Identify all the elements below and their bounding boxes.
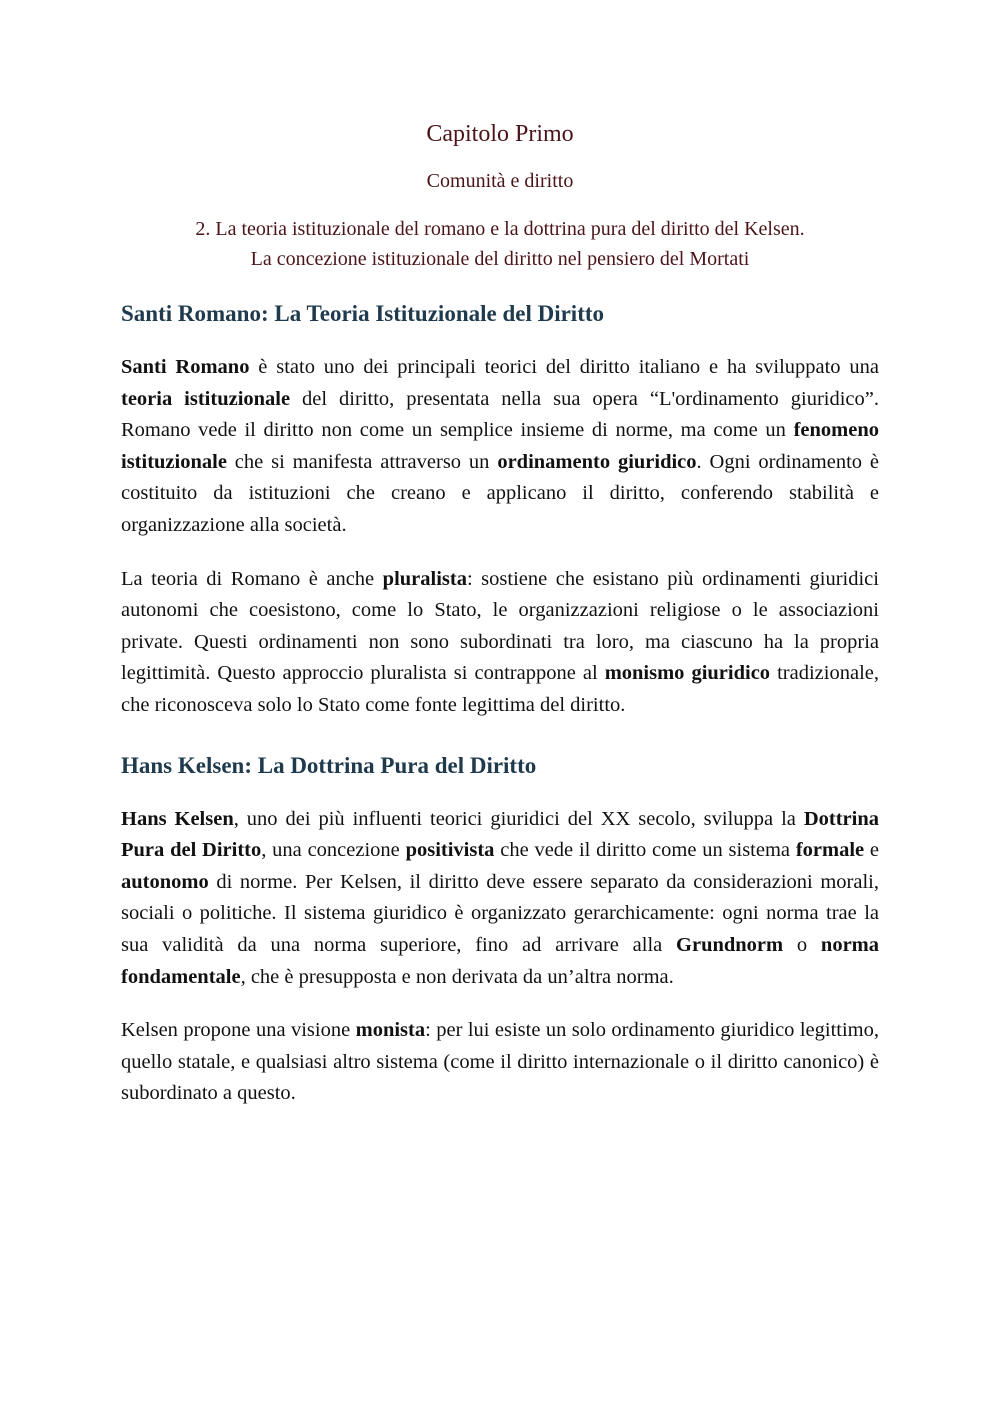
- bold-term: Hans Kelsen: [121, 807, 234, 830]
- text-run: : per lui esiste un solo ordinamento giuridico legittimo, quello statale, e qualsiasi altro sistema (come il diritto internazionale o il diritto canonico) è subordinato a questo.: [121, 1019, 879, 1105]
- heading-santi-romano: Santi Romano: La Teoria Istituzionale del Diritto: [121, 301, 605, 326]
- text-run: che vede il diritto come un sistema: [494, 839, 796, 862]
- bold-term: norma fondamentale: [121, 933, 879, 988]
- text-run: o: [783, 933, 821, 956]
- text-run: di norme. Per Kelsen, il diritto deve essere separato da considerazioni morali, sociali o politiche. Il sistema giuridico è organizzato gerarchicamente: ogni norma trae la sua validità da una norma superiore, fino ad arrivare alla: [121, 870, 879, 956]
- bold-term: teoria istituzionale: [121, 387, 291, 410]
- bold-term: positivista: [405, 839, 495, 862]
- bold-term: ordinamento giuridico: [497, 450, 697, 473]
- paragraph-romano-1: [121, 352, 879, 542]
- bold-term: autonomo: [121, 870, 209, 893]
- bold-term: fenomeno istituzionale: [121, 419, 879, 473]
- bold-term: Dottrina Pura del Diritto: [121, 807, 879, 862]
- bold-term: pluralista: [382, 567, 467, 590]
- text-run: , che è presupposta e non derivata da un’altra norma.: [240, 965, 674, 988]
- text-run: e: [864, 839, 880, 862]
- text-run: , una concezione: [261, 839, 406, 862]
- chapter-title: Capitolo Primo: [426, 121, 574, 147]
- section-title-line-2: La concezione istituzionale del diritto nel pensiero del Mortati: [250, 248, 750, 270]
- paragraph-kelsen-1: [121, 804, 879, 994]
- text-run: che si manifesta attraverso un: [226, 450, 498, 473]
- text-run: La teoria di Romano è anche: [121, 567, 383, 590]
- paragraph-romano-2: [121, 564, 879, 722]
- text-run: : sostiene che esistano più ordinamenti giuridici autonomi che coesistono, come lo Stato, le organizzazioni religiose o le associazioni private. Questi ordinamenti non sono subordinati tra loro, ma ciascuno ha la propria legittimità. Questo approccio pluralista si contrappone al: [121, 567, 879, 685]
- bold-term: Grundnorm: [676, 933, 784, 956]
- section-title: [0, 214, 1000, 274]
- bold-term: Santi Romano: [121, 356, 250, 378]
- section-title-line-1: 2. La teoria istituzionale del romano e la dottrina pura del diritto del Kelsen.: [195, 218, 805, 240]
- bold-term: monismo giuridico: [604, 662, 771, 685]
- heading-hans-kelsen: Hans Kelsen: La Dottrina Pura del Diritto: [121, 752, 537, 778]
- text-run: è stato uno dei principali teorici del diritto italiano e ha sviluppato una: [249, 356, 880, 378]
- bold-term: monista: [355, 1019, 426, 1042]
- text-run: Kelsen propone una visione: [121, 1019, 356, 1042]
- text-run: , uno dei più influenti teorici giuridici del XX secolo, sviluppa la: [233, 807, 804, 830]
- bold-term: formale: [795, 839, 865, 862]
- text-run: del diritto, presentata nella sua opera “L'ordinamento giuridico”. Romano vede il diritto non come un semplice insieme di norme, ma come un: [121, 387, 879, 442]
- text-run: tradizionale, che riconosceva solo lo Stato come fonte legittima del diritto.: [121, 662, 879, 716]
- paragraph-kelsen-2: [121, 1015, 879, 1110]
- document-body: [121, 298, 879, 1110]
- chapter-subtitle: Comunità e diritto: [426, 170, 574, 192]
- text-run: . Ogni ordinamento è costituito da istituzioni che creano e applicano il diritto, conferendo stabilità e organizzazione alla società.: [121, 450, 879, 536]
